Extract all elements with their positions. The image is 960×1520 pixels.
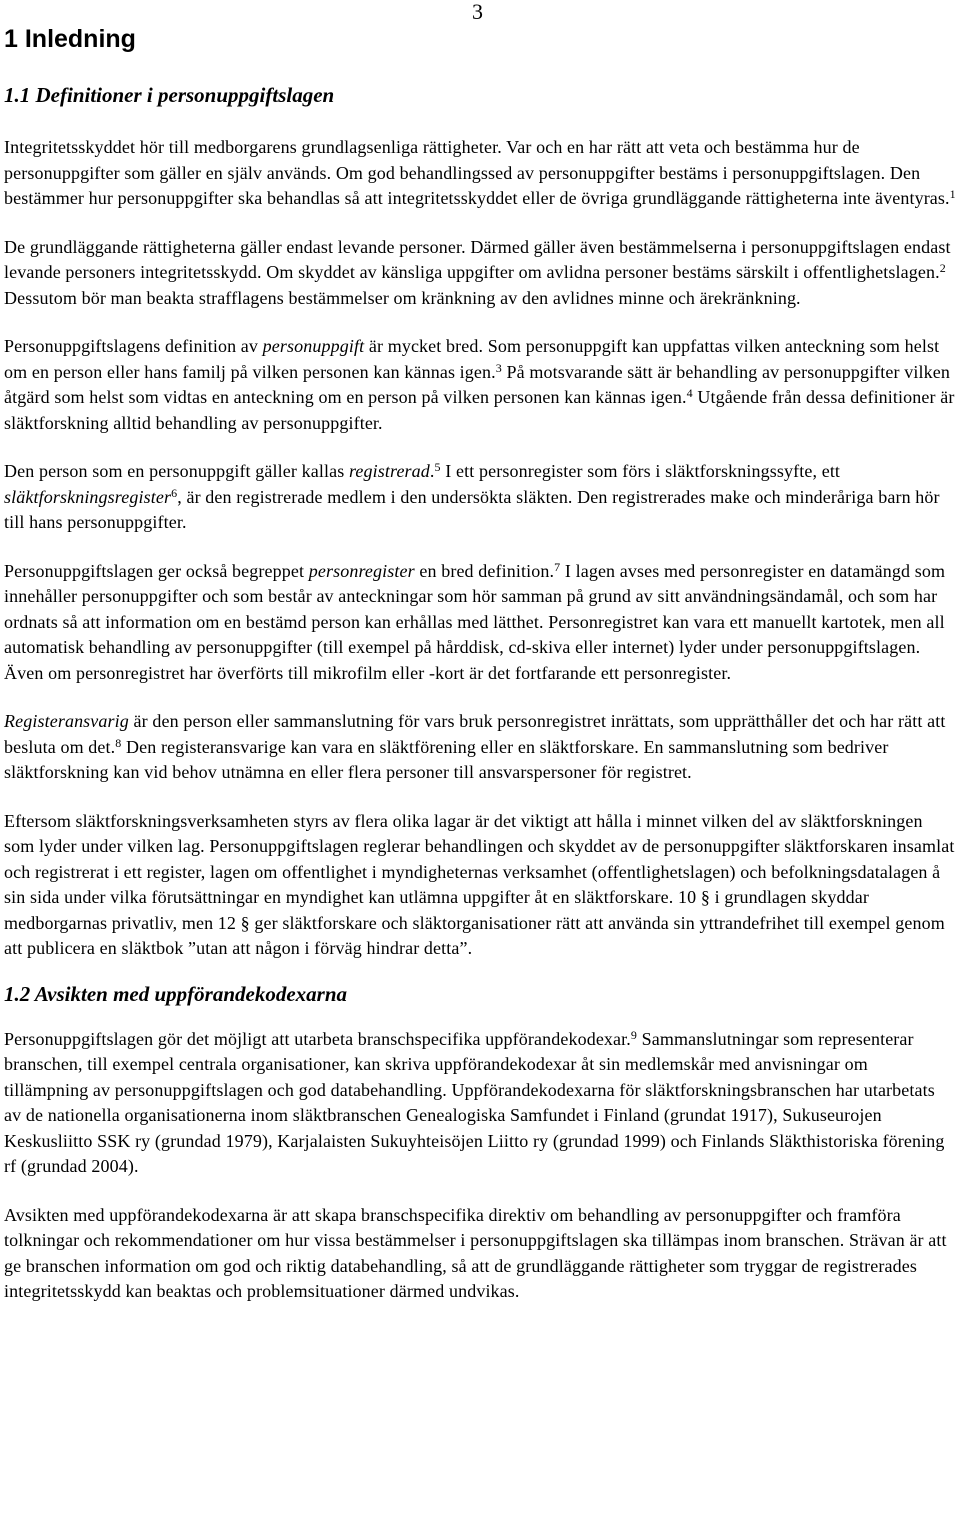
term: Registeransvarig — [4, 711, 129, 731]
paragraph: Integritetsskyddet hör till medborgarens grundlagsenliga rättigheter. Var och en har rätt att veta och bestämma hur de personuppgifter som gäller en själv används. Om god behandlingssed av personuppgifter bestäms i personuppgiftslagen. Den bestämmer hur personuppgifter ska behandlas så att integritetsskyddet eller de övriga grundläggande rättigheterna inte äventyras.$^1$ — [4, 137, 956, 208]
paragraph: Den person som en personuppgift gäller kallas registrerad.$^5$ I ett personregister som förs i släktforskningssyfte, ett släktforskningsregister$^6$, är den registrerade medlem i den undersökta släkten. Den registrerades make och minderåriga barn hör till hans personuppgifter. — [4, 460, 940, 532]
page-number: 3 — [472, 0, 483, 24]
footnote-ref: 1 — [949, 187, 956, 201]
footnote-ref: 6 — [171, 485, 178, 500]
paragraph: Avsikten med uppförandekodexarna är att skapa branschspecifika direktiv om behandling av personuppgifter och framföra tolkningar och rekommendationer om hur vissa bestämmelser i personuppgiftslagen ska tillämpas inom branschen. Strävan är att ge branschen information om god och riktig databehandling, så att de grundläggande rättigheter som tryggar de registrerades integritetsskydd kan beaktas och problemsituationer därmed undvikas. — [4, 1204, 947, 1301]
term: personuppgift — [262, 336, 365, 356]
paragraph: Personuppgiftslagen ger också begreppet personregister en bred definition.$^7$ I lagen avses med personregister en datamängd som innehåller personuppgifter och som består av anteckningar som hör samman på grund av sitt användningsändamål, och som har ordnats så att information om en bestämd person kan erhållas med lätthet. Personregistret kan vara ett manuellt kartotek, men all automatisk behandling av personuppgifter (till exempel på hårddisk, cd-skiva eller internet) lyder under personuppgiftslagen. Även om personregistret har överförts till mikrofilm eller -kort är det fortfarande ett personregister. — [4, 559, 946, 683]
section-title-1-2: 1.2 Avsikten med uppförandekodexarna — [4, 981, 348, 1006]
footnote-ref: 4 — [686, 386, 693, 400]
footnote-ref: 2 — [939, 261, 946, 275]
paragraph: Eftersom släktforskningsverksamheten styrs av flera olika lagar är det viktigt att hålla i minnet vilken del av släktforskningen som lyder under vilken lag. Personuppgiftslagen reglerar behandlingen och skyddet av de personuppgifter släktforskaren insamlat och registrerat i ett register, lagen om offentlighet i myndigheternas verksamhet (offentlighetslagen) och befolkningsdatalagen å sin sida under vilka förutsättningar en myndighet kan utlämna uppgifter åt en släktforskare. 10 § i grundlagen skyddar medborgarnas privatliv, men 12 § ger släktforskare och släktorganisationer rätt att använda sin yttrandefrihet till exempel genom att publicera en släktbok ”utan att någon i förväg hindrar detta”. — [4, 810, 955, 958]
term: släktforskningsregister — [4, 486, 172, 507]
paragraph: Personuppgiftslagens definition av personuppgift är mycket bred. Som personuppgift kan uppfattas vilken anteckning som helst om en person eller hans familj på vilken personen kan kännas igen.$^3$ På motsvarande sätt är behandling av personuppgifter vilken åtgärd som helst som vidtas en anteckning om en person på vilken personen kan kännas igen.$^4$ Utgående från dessa definitioner är släktforskning alltid behandling av personuppgifter. — [4, 336, 955, 433]
footnote-ref: 8 — [115, 735, 122, 750]
footnote-ref: 3 — [495, 360, 502, 375]
term: personregister — [308, 560, 415, 581]
section-title-1-1: 1.1 Definitioner i personuppgiftslagen — [4, 83, 335, 107]
page-content — [4, 82, 956, 1305]
chapter-title: 1 Inledning — [4, 25, 136, 53]
paragraph: Personuppgiftslagen gör det möjligt att utarbeta branschspecifika uppförandekodexar.$^9$ Sammanslutningar som representerar branschen, till exempel centrala organisationer, kan skriva uppförandekodexar åt sin medlemskår med anvisningar om tillämpning av personuppgiftslagen och god databehandling. Uppförandekodexarna för släktforskningsbranschen har utarbetats av de nationella organisationerna inom släktbranschen Genealogiska Samfundet i Finland (grundat 1917), Sukuseurojen Keskusliitto SSK ry (grundad 1979), Karjalaisten Sukuyhteisöjen Liitto ry (grundad 1999) och Finlands Släkthistoriska förening rf (grundad 2004). — [4, 1027, 945, 1176]
footnote-ref: 9 — [630, 1027, 638, 1042]
footnote-ref: 7 — [554, 559, 561, 574]
footnote-ref: 5 — [434, 460, 441, 474]
paragraph: Registeransvarig är den person eller sammanslutning för vars bruk personregistret inrättats, som upprätthåller det och har rätt att besluta om det.$^8$ Den registeransvarige kan vara en släktförening eller en släktforskare. En sammanslutning som bedriver släktforskning kan vid behov utnämna en eller flera personer till ansvarspersoner för registret. — [4, 711, 946, 782]
paragraph: De grundläggande rättigheterna gäller endast levande personer. Därmed gäller även bestämmelserna i personuppgiftslagen endast levande personers integritetsskydd. Om skyddet av känsliga uppgifter om avlidna personer bestäms särskilt i offentlighetslagen.$^2$ Dessutom bör man beakta strafflagens bestämmelser om kränkning av den avlidnes minne och ärekränkning. — [4, 236, 951, 308]
term: registrerad — [348, 461, 430, 481]
